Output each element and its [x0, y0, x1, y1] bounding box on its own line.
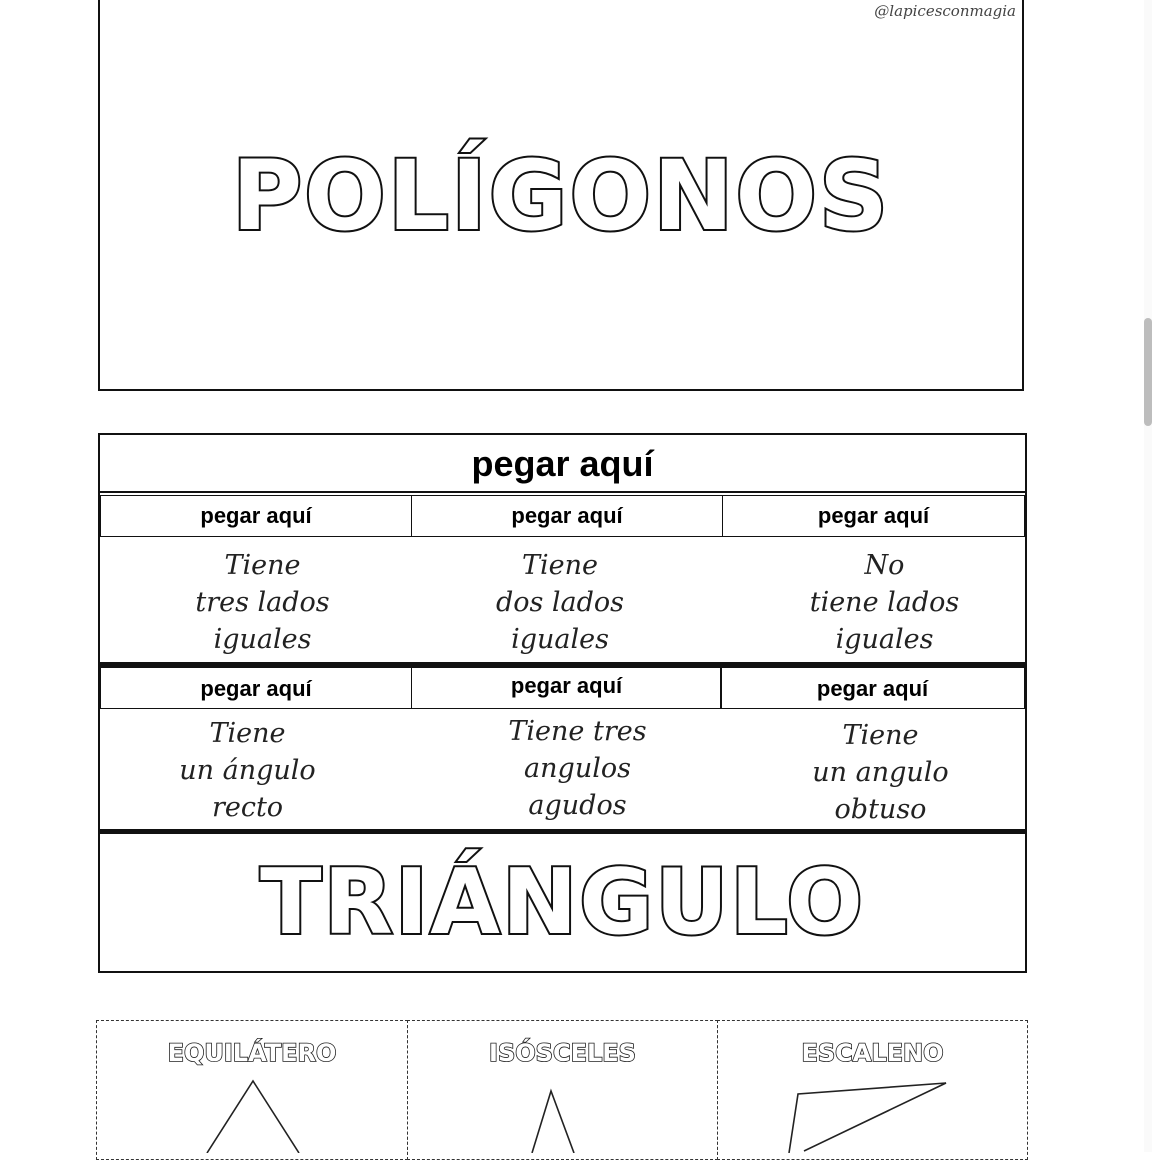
page-title: POLÍGONOS — [231, 140, 891, 252]
type-card-equilateral — [96, 1020, 408, 1160]
scrollbar-track[interactable] — [1144, 0, 1152, 1152]
equilateral-triangle-icon — [97, 1021, 409, 1153]
triangle-classification-table — [98, 433, 1027, 973]
isosceles-triangle-icon — [408, 1021, 719, 1153]
paste-label-5: pegar aquí — [411, 667, 722, 709]
watermark: @lapicesconmagia — [874, 2, 1016, 20]
triangle-types — [96, 1020, 1028, 1152]
paste-label-6: pegar aquí — [720, 667, 1025, 709]
type-title-scalene: ESCALENO — [801, 1039, 944, 1067]
triangle-title-row — [100, 834, 1025, 962]
type-title-isosceles: ISÓSCELES — [489, 1039, 636, 1067]
description-isosceles: Tiene dos lados iguales — [495, 550, 625, 655]
scalene-triangle-icon — [718, 1021, 1029, 1153]
description-right: Tiene un ángulo recto — [179, 718, 316, 823]
description-equilateral: Tiene tres lados iguales — [195, 550, 330, 655]
paste-label-2: pegar aquí — [411, 495, 723, 537]
triangle-title: TRIÁNGULO — [260, 850, 865, 955]
type-title-equilateral: EQUILÁTERO — [167, 1039, 337, 1067]
type-card-isosceles — [407, 1020, 718, 1160]
title-card — [98, 0, 1024, 391]
paste-label-1: pegar aquí — [100, 495, 412, 537]
angles-row — [100, 667, 1025, 829]
description-scalene: No tiene lados iguales — [809, 550, 960, 655]
description-obtuse: Tiene un angulo obtuso — [812, 720, 949, 825]
paste-label-3: pegar aquí — [722, 495, 1025, 537]
type-card-scalene — [717, 1020, 1028, 1160]
main-paste-header: pegar aquí — [100, 435, 1025, 493]
sides-row — [100, 495, 1025, 663]
description-acute: Tiene tres angulos agudos — [508, 716, 647, 821]
paste-label-4: pegar aquí — [100, 667, 412, 709]
scrollbar-thumb[interactable] — [1144, 318, 1152, 426]
